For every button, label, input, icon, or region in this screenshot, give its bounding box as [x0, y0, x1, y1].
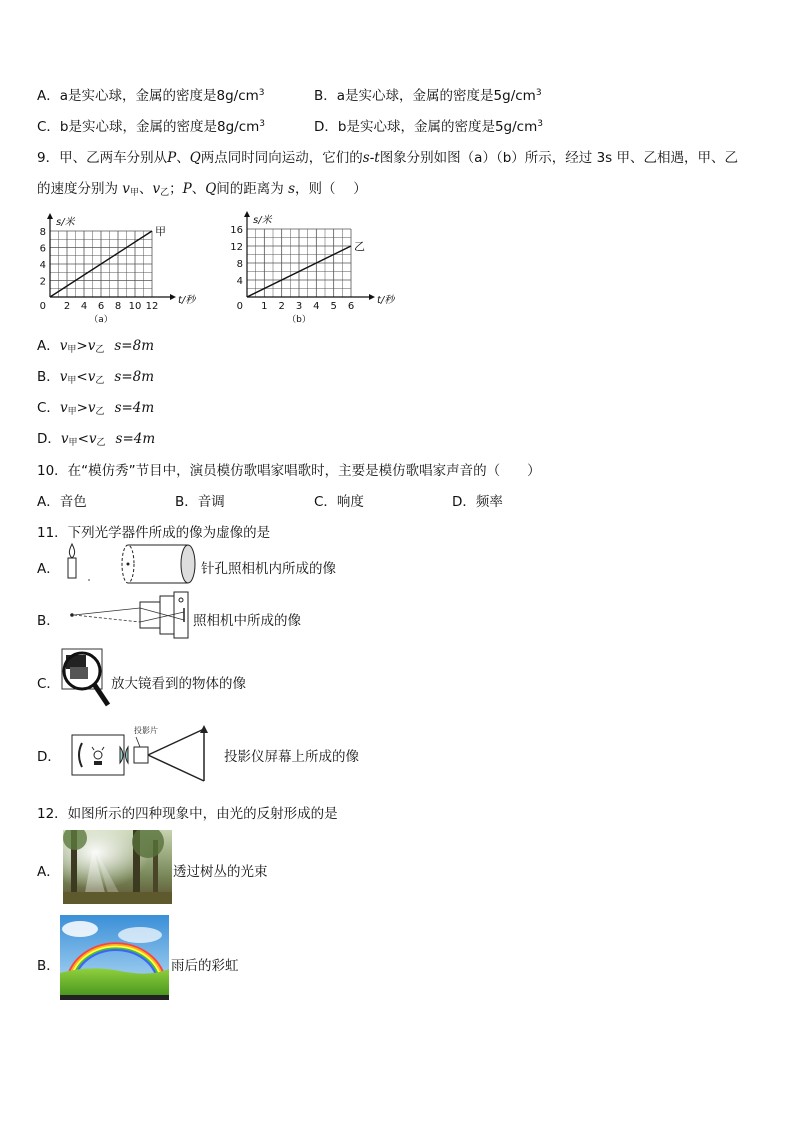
- camera-image: [66, 590, 194, 642]
- y-tick-label: 6: [39, 243, 46, 255]
- y-axis-arrow: [47, 213, 53, 219]
- q12-option-a-text: 透过树丛的光束: [173, 864, 268, 880]
- series-label: 乙: [354, 240, 365, 253]
- y-tick-label: 8: [236, 259, 243, 270]
- x-tick-label: 4: [313, 301, 320, 312]
- x-axis-arrow: [170, 294, 176, 300]
- y-tick-label: 4: [39, 260, 46, 271]
- chart-caption: （a）: [89, 315, 113, 325]
- q10-stem: 10．在“模仿秀”节目中，演员模仿歌唱家唱歌时，主要是模仿歌唱家声音的（ ）: [37, 463, 541, 479]
- q11-option-d-text: 投影仪屏幕上所成的像: [224, 749, 359, 765]
- y-tick-label: 4: [236, 276, 243, 287]
- q8-option-a[interactable]: A．a是实心球，金属的密度是$8g/cm^3$: [37, 88, 265, 104]
- q12-stem: 12．如图所示的四种现象中，由光的反射形成的是: [37, 806, 338, 822]
- slide-label: 投影片: [134, 726, 158, 735]
- projector-image: [66, 723, 212, 783]
- q8-option-c[interactable]: C．b是实心球，金属的密度是$8g/cm^3$: [37, 119, 266, 135]
- chart-b: [225, 200, 405, 328]
- magnifier-image: [58, 647, 114, 711]
- q11-option-d[interactable]: D．: [37, 749, 61, 765]
- pinhole-camera-image: [60, 540, 202, 586]
- x-axis-label: t/秒: [178, 295, 196, 306]
- q9-stem-line1: 9．甲、乙两车分别从P、Q两点同时同向运动，它们的s-t图象分别如图（a）（b）所示，经过 3s 甲、乙相遇，甲、乙: [37, 150, 738, 166]
- origin-label: 0: [236, 301, 243, 312]
- q11-option-b[interactable]: B．: [37, 613, 60, 629]
- x-tick-label: 4: [80, 301, 88, 312]
- y-tick-label: 16: [230, 225, 243, 236]
- x-axis-label: t/秒: [377, 295, 395, 306]
- x-tick-label: 10: [128, 301, 142, 312]
- q10-option-d[interactable]: D．频率: [452, 494, 503, 510]
- x-tick-label: 6: [347, 301, 355, 312]
- x-tick-label: 12: [145, 301, 159, 312]
- chart-caption: （b）: [287, 315, 311, 325]
- q10-option-a[interactable]: A．音色: [37, 494, 87, 510]
- x-tick-label: 1: [261, 301, 268, 312]
- q12-option-b[interactable]: B．: [37, 958, 60, 974]
- x-tick-label: 2: [278, 301, 285, 312]
- y-tick-label: 12: [230, 242, 243, 253]
- forest-light-image: [63, 830, 172, 904]
- q9-option-a[interactable]: A．$v_甲>v_乙$ s=8m: [37, 338, 155, 355]
- q11-stem: 11．下列光学器件所成的像为虚像的是: [37, 525, 271, 541]
- x-tick-label: 2: [63, 301, 71, 312]
- y-axis-arrow: [244, 211, 250, 217]
- q8-option-d[interactable]: D．b是实心球，金属的密度是$5g/cm^3$: [314, 119, 543, 135]
- y-axis-label: s/米: [56, 217, 75, 228]
- q8-option-b[interactable]: B．a是实心球，金属的密度是$5g/cm^3$: [314, 88, 542, 104]
- y-tick-label: 2: [39, 276, 46, 288]
- x-tick-label: 3: [295, 301, 303, 312]
- rainbow-image: [60, 915, 169, 1000]
- q12-option-a[interactable]: A．: [37, 864, 60, 880]
- q9-option-c[interactable]: C．$v_甲>v_乙$ s=4m: [37, 400, 155, 417]
- q12-option-b-text: 雨后的彩虹: [171, 958, 239, 974]
- q10-option-b[interactable]: B．音调: [175, 494, 225, 510]
- q11-option-c[interactable]: C．: [37, 676, 60, 692]
- q11-option-a-text: 针孔照相机内所成的像: [201, 561, 336, 577]
- q11-option-c-text: 放大镜看到的物体的像: [111, 676, 246, 692]
- q9-stem-line2: 的速度分别为 $v_甲$、$v_乙$；P、Q间的距离为 s，则（ ）: [37, 181, 367, 198]
- x-axis-arrow: [369, 294, 375, 300]
- q11-option-a[interactable]: A．: [37, 561, 60, 577]
- q11-option-b-text: 照相机中所成的像: [193, 613, 301, 629]
- origin-label: 0: [39, 301, 46, 312]
- x-tick-label: 6: [97, 301, 105, 312]
- series-label: 甲: [155, 225, 166, 238]
- q9-option-b[interactable]: B．$v_甲<v_乙$ s=8m: [37, 369, 155, 386]
- y-axis-label: s/米: [253, 215, 272, 226]
- x-tick-label: 5: [330, 301, 337, 312]
- y-tick-label: 8: [39, 227, 46, 238]
- x-tick-label: 8: [114, 301, 122, 312]
- chart-a: [30, 200, 205, 328]
- q10-option-c[interactable]: C．响度: [314, 494, 364, 510]
- q9-option-d[interactable]: D．$v_甲<v_乙$ s=4m: [37, 431, 156, 448]
